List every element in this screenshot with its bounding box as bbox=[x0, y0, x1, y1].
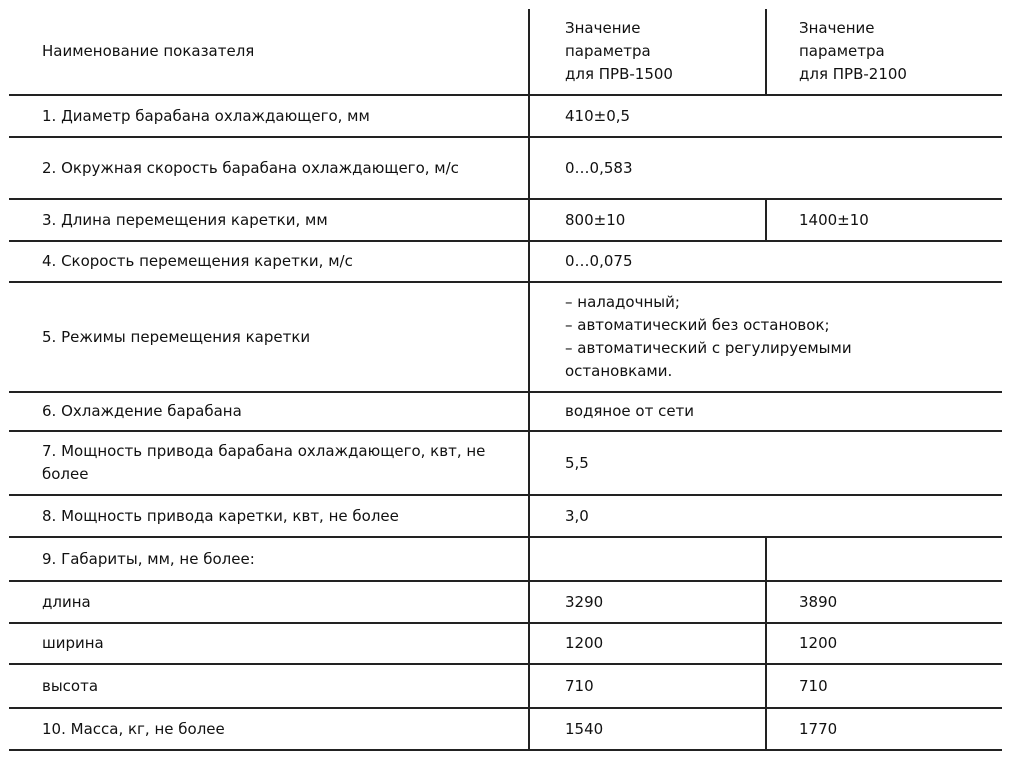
row-shared-value: 0…0,583 bbox=[529, 137, 1002, 199]
spec-table bbox=[9, 9, 1002, 751]
header-prv2100-line: Значение bbox=[799, 19, 875, 37]
row-parameter-name: длина bbox=[9, 581, 529, 623]
header-prv1500 bbox=[529, 9, 766, 95]
table-row bbox=[9, 199, 1002, 241]
row-shared-value: водяное от сети bbox=[529, 392, 1002, 431]
header-parameter-name bbox=[9, 9, 529, 95]
row-parameter-name: 2. Окружная скорость барабана охлаждающего, м/с bbox=[9, 137, 529, 199]
row-prv2100-value: 1200 bbox=[766, 623, 1002, 664]
row-parameter-name: высота bbox=[9, 664, 529, 708]
row-prv2100-value: 1770 bbox=[766, 708, 1002, 750]
row-shared-value: 0…0,075 bbox=[529, 241, 1002, 282]
table-row bbox=[9, 241, 1002, 282]
row-parameter-name: 10. Масса, кг, не более bbox=[9, 708, 529, 750]
table-row bbox=[9, 581, 1002, 623]
mode-list-item: – автоматический без остановок; bbox=[565, 316, 830, 334]
row-shared-value-list bbox=[529, 282, 1002, 392]
row-parameter-name: 3. Длина перемещения каретки, мм bbox=[9, 199, 529, 241]
row-prv2100-value: 3890 bbox=[766, 581, 1002, 623]
row-prv1500-value: 710 bbox=[529, 664, 766, 708]
table-row bbox=[9, 708, 1002, 750]
table-row bbox=[9, 137, 1002, 199]
row-prv2100-value bbox=[766, 537, 1002, 581]
header-prv1500-line: параметра bbox=[565, 42, 651, 60]
row-prv1500-value: 800±10 bbox=[529, 199, 766, 241]
mode-list-item: – наладочный; bbox=[565, 293, 680, 311]
row-parameter-name: 5. Режимы перемещения каретки bbox=[9, 282, 529, 392]
table-header-row bbox=[9, 9, 1002, 95]
table-row bbox=[9, 431, 1002, 495]
row-parameter-name: 1. Диаметр барабана охлаждающего, мм bbox=[9, 95, 529, 137]
row-shared-value: 5,5 bbox=[529, 431, 1002, 495]
table-row bbox=[9, 623, 1002, 664]
table-row bbox=[9, 495, 1002, 537]
table-row bbox=[9, 392, 1002, 431]
row-shared-value: 410±0,5 bbox=[529, 95, 1002, 137]
row-prv2100-value: 710 bbox=[766, 664, 1002, 708]
row-parameter-name: ширина bbox=[9, 623, 529, 664]
table-row bbox=[9, 95, 1002, 137]
row-parameter-name: 8. Мощность привода каретки, квт, не более bbox=[9, 495, 529, 537]
header-prv1500-line: для ПРВ-1500 bbox=[565, 65, 673, 83]
header-prv2100-line: параметра bbox=[799, 42, 885, 60]
row-prv1500-value bbox=[529, 537, 766, 581]
header-prv2100 bbox=[766, 9, 1002, 95]
row-parameter-name: 7. Мощность привода барабана охлаждающего, квт, не более bbox=[9, 431, 529, 495]
mode-list-item: – автоматический с регулируемыми остановками. bbox=[565, 339, 852, 380]
row-prv1500-value: 3290 bbox=[529, 581, 766, 623]
row-prv1500-value: 1200 bbox=[529, 623, 766, 664]
header-prv2100-line: для ПРВ-2100 bbox=[799, 65, 907, 83]
row-shared-value: 3,0 bbox=[529, 495, 1002, 537]
row-parameter-name: 6. Охлаждение барабана bbox=[9, 392, 529, 431]
header-parameter-name-text: Наименование показателя bbox=[42, 42, 255, 60]
table-row bbox=[9, 282, 1002, 392]
row-prv1500-value: 1540 bbox=[529, 708, 766, 750]
row-parameter-name: 9. Габариты, мм, не более: bbox=[9, 537, 529, 581]
row-parameter-name: 4. Скорость перемещения каретки, м/с bbox=[9, 241, 529, 282]
header-prv1500-line: Значение bbox=[565, 19, 641, 37]
table-row bbox=[9, 664, 1002, 708]
table-row bbox=[9, 537, 1002, 581]
row-prv2100-value: 1400±10 bbox=[766, 199, 1002, 241]
